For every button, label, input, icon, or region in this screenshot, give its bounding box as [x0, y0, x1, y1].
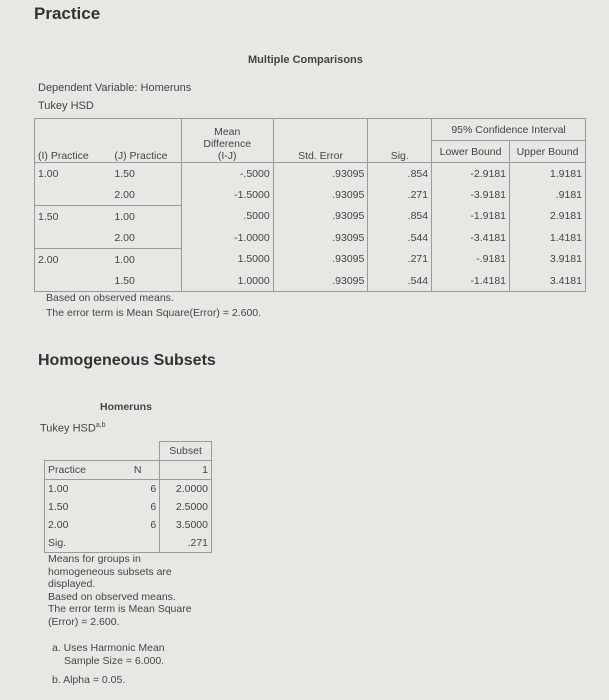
header-upper-bound: Upper Bound	[510, 141, 586, 163]
table-row	[45, 534, 212, 553]
footnote-observed-means: Based on observed means.	[46, 292, 174, 304]
subset-method-label: Tukey HSD	[40, 422, 96, 435]
cell-std-error: .93095	[273, 227, 368, 249]
cell-lower: -2.9181	[432, 163, 510, 185]
cell-i: 1.50	[35, 206, 112, 228]
method-label: Tukey HSD	[38, 100, 94, 112]
cell-n: 6	[116, 498, 160, 516]
cell-j: 2.00	[111, 227, 181, 249]
multiple-comparisons-table	[34, 118, 586, 292]
header-confidence-interval: 95% Confidence Interval	[432, 119, 586, 141]
cell-subset-value: 2.5000	[160, 498, 212, 516]
footnote-error-term: The error term is Mean Square(Error) = 2.600.	[46, 307, 262, 319]
table-row	[35, 184, 586, 206]
header-sig: Sig.	[368, 119, 432, 163]
cell-practice: 1.00	[45, 480, 117, 499]
cell-n: 6	[116, 480, 160, 499]
cell-upper: 3.9181	[510, 249, 586, 271]
cell-sig-value: .271	[160, 534, 212, 553]
table-row	[35, 249, 586, 271]
table-row	[35, 163, 586, 185]
cell-mean-diff: -.5000	[181, 163, 273, 185]
table-row	[35, 270, 586, 292]
cell-j: 1.50	[111, 163, 181, 185]
cell-upper: 1.9181	[510, 163, 586, 185]
cell-i	[35, 227, 112, 249]
cell-std-error: .93095	[273, 249, 368, 271]
cell-std-error: .93095	[273, 163, 368, 185]
cell-upper: .9181	[510, 184, 586, 206]
cell-subset-value: 3.5000	[160, 516, 212, 534]
table-row	[35, 227, 586, 249]
note-line: Means for groups in	[48, 553, 141, 565]
note-a-line-1: a. Uses Harmonic Mean	[52, 642, 165, 654]
cell-subset-value: 2.0000	[160, 480, 212, 499]
subset-caption: Homeruns	[100, 401, 152, 413]
note-line: (Error) = 2.600.	[48, 615, 120, 628]
cell-lower: -1.9181	[432, 206, 510, 228]
table-row	[45, 516, 212, 534]
cell-lower: -1.4181	[432, 270, 510, 292]
homogeneous-subsets-table	[44, 441, 212, 553]
cell-i: 1.00	[35, 163, 112, 185]
header-mean-difference: Mean Difference (I-J)	[181, 119, 273, 163]
subset-method	[40, 422, 106, 435]
cell-mean-diff: -1.5000	[181, 184, 273, 206]
cell-sig: .544	[368, 227, 432, 249]
cell-j: 1.50	[111, 270, 181, 292]
dependent-variable-label: Dependent Variable: Homeruns	[38, 82, 192, 94]
header-i-practice: (I) Practice	[35, 119, 112, 163]
cell-n: 6	[116, 516, 160, 534]
note-b: b. Alpha = 0.05.	[52, 674, 126, 686]
cell-sig: .854	[368, 206, 432, 228]
cell-mean-diff: -1.0000	[181, 227, 273, 249]
note-a-line-2: Sample Size = 6.000.	[64, 654, 165, 667]
header-subset-1: 1	[160, 461, 212, 480]
cell-std-error: .93095	[273, 206, 368, 228]
cell-sig: .544	[368, 270, 432, 292]
table-row	[45, 480, 212, 499]
cell-sig-label: Sig.	[45, 534, 117, 553]
cell-upper: 2.9181	[510, 206, 586, 228]
cell-std-error: .93095	[273, 270, 368, 292]
cell-mean-diff: 1.0000	[181, 270, 273, 292]
note-line: The error term is Mean Square	[48, 603, 192, 616]
homogeneous-subsets-title: Homogeneous Subsets	[38, 352, 216, 369]
cell-upper: 1.4181	[510, 227, 586, 249]
page-title: Practice	[34, 4, 101, 23]
cell-j: 2.00	[111, 184, 181, 206]
table-row	[35, 206, 586, 228]
note-line: homogeneous subsets are	[48, 565, 172, 578]
header-practice: Practice	[45, 461, 117, 480]
header-subset: Subset	[160, 442, 212, 461]
header-n: N	[116, 461, 160, 480]
cell-lower: -3.9181	[432, 184, 510, 206]
cell-std-error: .93095	[273, 184, 368, 206]
subset-method-superscript: a,b	[95, 422, 106, 429]
header-j-practice: (J) Practice	[111, 119, 181, 163]
cell-j: 1.00	[111, 206, 181, 228]
cell-sig: .854	[368, 163, 432, 185]
subset-notes	[48, 553, 192, 629]
cell-sig: .271	[368, 249, 432, 271]
cell-lower: -.9181	[432, 249, 510, 271]
cell-practice: 2.00	[45, 516, 117, 534]
note-line: Based on observed means.	[48, 590, 176, 603]
cell-practice: 1.50	[45, 498, 117, 516]
cell-upper: 3.4181	[510, 270, 586, 292]
table-row	[45, 498, 212, 516]
cell-mean-diff: .5000	[181, 206, 273, 228]
header-std-error: Std. Error	[273, 119, 368, 163]
header-lower-bound: Lower Bound	[432, 141, 510, 163]
multiple-comparisons-title: Multiple Comparisons	[248, 54, 363, 66]
cell-sig: .271	[368, 184, 432, 206]
cell-mean-diff: 1.5000	[181, 249, 273, 271]
cell-j: 1.00	[111, 249, 181, 271]
cell-lower: -3.4181	[432, 227, 510, 249]
cell-i	[35, 184, 112, 206]
note-line: displayed.	[48, 578, 96, 591]
note-a	[52, 642, 165, 667]
cell-i	[35, 270, 112, 292]
cell-i: 2.00	[35, 249, 112, 271]
